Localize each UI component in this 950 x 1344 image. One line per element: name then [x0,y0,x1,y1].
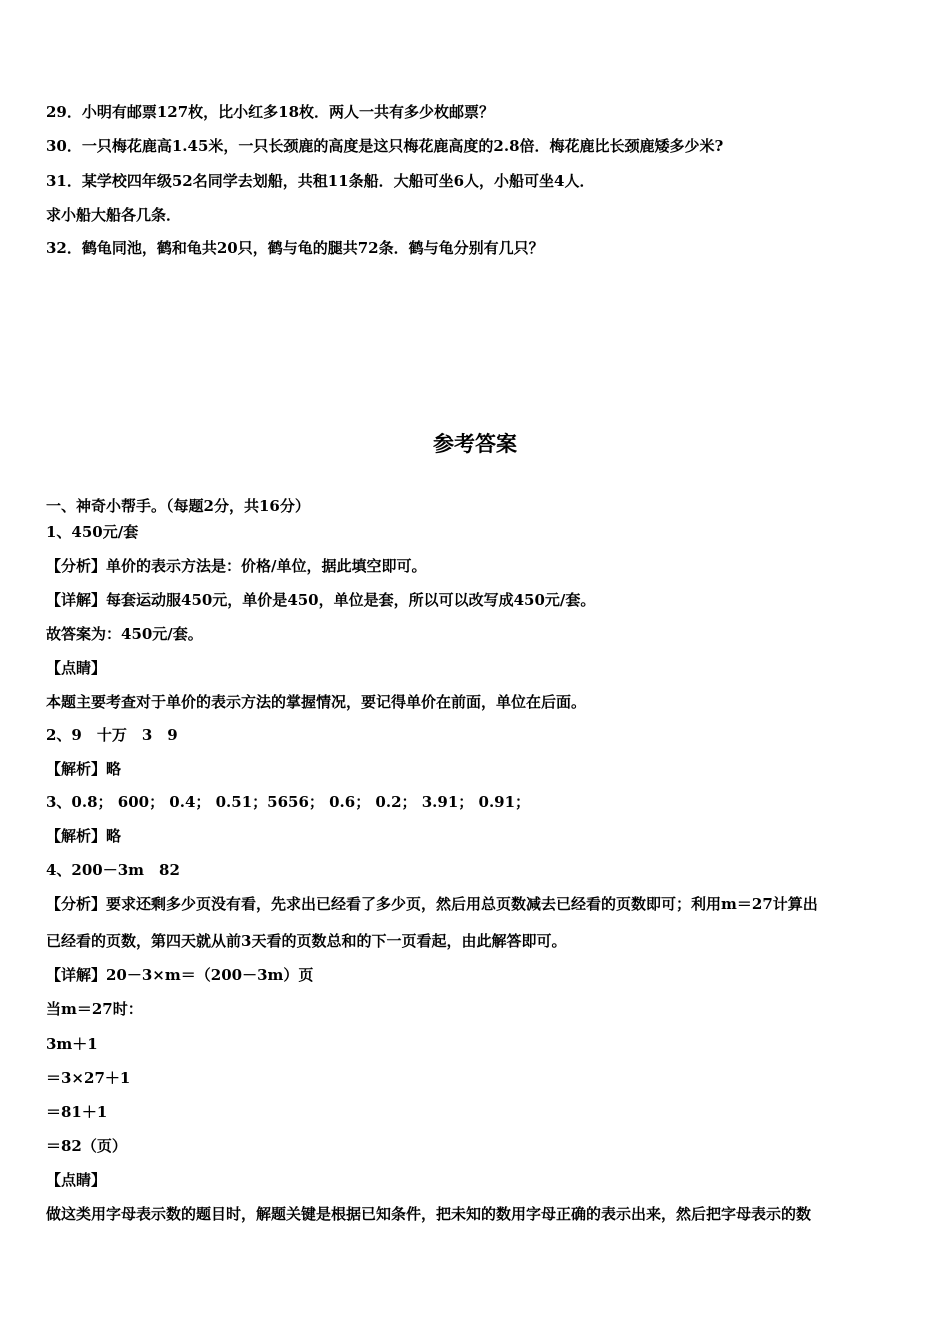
answer-4-step-3: ＝81＋1 [46,1103,108,1121]
answer-2: 2、9 十万 3 9 [46,726,178,744]
answer-3-explanation: 【解析】略 [46,827,122,845]
section-heading: 一、神奇小帮手。（每题2分，共16分） [46,497,310,515]
answer-3: 3、0.8； 600； 0.4； 0.51；5656； 0.6； 0.2； 3.91； 0.91； [46,793,531,811]
answer-4-comment: 做这类用字母表示数的题目时，解题关键是根据已知条件，把未知的数用字母正确的表示出来，然后把字母表示的数 [46,1205,812,1223]
question-32: 32．鹤龟同池，鹤和龟共20只，鹤与龟的腿共72条．鹤与龟分别有几只？ [46,239,544,257]
answer-4-detail: 【详解】20－3×m＝（200－3m）页 [46,966,314,984]
answers-title: 参考答案 [433,432,517,456]
answer-1-conclusion: 故答案为：450元/套。 [46,625,203,643]
answer-4: 4、200－3m 82 [46,861,180,879]
answer-4-step-1: 3m＋1 [46,1035,98,1053]
answer-4-step-intro: 当m＝27时： [46,1000,143,1018]
answer-1-comment-label: 【点睛】 [46,659,107,677]
question-30: 30．一只梅花鹿高1.45米，一只长颈鹿的高度是这只梅花鹿高度的2.8倍．梅花鹿比长颈鹿矮多少米? [46,137,724,155]
question-31-continued: 求小船大船各几条． [46,206,182,224]
answer-4-step-2: ＝3×27＋1 [46,1069,131,1087]
answer-2-explanation: 【解析】略 [46,760,122,778]
answer-4-step-4: ＝82（页） [46,1137,127,1155]
answer-4-analysis: 【分析】要求还剩多少页没有看，先求出已经看了多少页，然后用总页数减去已经看的页数即可；利用m＝27计算出 [46,895,818,913]
answer-4-comment-label: 【点睛】 [46,1171,107,1189]
answer-1-analysis: 【分析】单价的表示方法是：价格/单位，据此填空即可。 [46,557,427,575]
answer-1: 1、450元/套 [46,523,139,541]
question-31: 31．某学校四年级52名同学去划船，共租11条船．大船可坐6人，小船可坐4人． [46,172,595,190]
question-29: 29．小明有邮票127枚，比小红多18枚．两人一共有多少枚邮票？ [46,103,495,121]
answer-1-comment: 本题主要考查对于单价的表示方法的掌握情况，要记得单价在前面，单位在后面。 [46,693,587,711]
answer-4-analysis-continued: 已经看的页数，第四天就从前3天看的页数总和的下一页看起，由此解答即可。 [46,932,567,950]
answer-1-detail: 【详解】每套运动服450元，单价是450，单位是套，所以可以改写成450元/套。 [46,591,596,609]
